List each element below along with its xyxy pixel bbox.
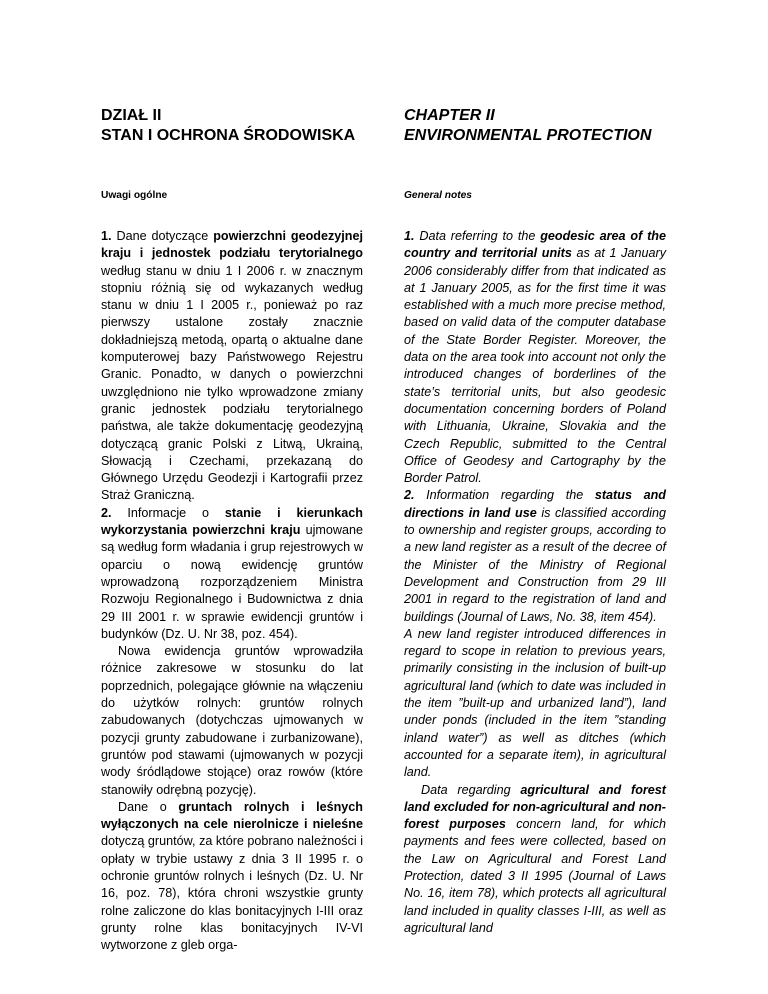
chapter-heading-en: [404, 106, 666, 146]
paragraph-3-en: A new land register introduced differences in regard to scope in relation to previous years, primarily consisting in the inclusion of built-up agricultural land (which to date was included in the item ”built-up and urbanized land”), land under ponds (included in the item ”standing inland water”) as well as ditches (which accounted for a separate item), in agricultural land.: [404, 626, 666, 780]
bold-term: stanie i kierunkach wykorzystania powierzchni kraju: [101, 505, 363, 538]
paragraph-3-pl: Nowa ewidencja gruntów wprowadziła różnice zakresowe w stosunku do lat poprzednich, polegające głównie na włączeniu do użytków rolnych: gruntów rolnych zabudowanych (dotychczas ujmowanych w pozycji grunty zabudowane i zurbanizowane), gruntów pod stawami (ujmowanych w pozycji wody śródlądowe stojące) oraz rowów (które stanowiły odrębną pozycję).: [101, 644, 363, 797]
bold-term: agricultural and forest land excluded for non-agricultural and non-forest purposes: [404, 782, 666, 832]
chapter-heading-pl: [101, 106, 363, 146]
chapter-title-en: ENVIRONMENTAL PROTECTION: [404, 127, 652, 144]
body-text-en: [404, 228, 666, 937]
text-span: Dane o: [118, 799, 179, 814]
paragraph-1-en: [404, 228, 666, 487]
chapter-title-pl: STAN I OCHRONA ŚRODOWISKA: [101, 127, 356, 144]
paragraph-number: 1.: [101, 229, 112, 243]
bold-term: geodesic area of the country and territorial units: [404, 229, 666, 261]
bold-term: status and directions in land use: [404, 488, 666, 520]
text-span: Dane dotyczące: [111, 229, 214, 243]
text-span: Information regarding the: [414, 488, 595, 503]
text-span: dotyczą gruntów, za które pobrano należności i opłaty w trybie ustawy z dnia 3 II 1995 r. o ochronie gruntów rolnych i leśnych (Dz. U. Nr 16, poz. 78), która chroni wszystkie grunty rolne zaliczone do klas bonitacyjnych I-III oraz grunty rolne klas bonitacyjnych IV-VI wytworzone z gleb orga-: [101, 834, 363, 953]
paragraph-1-pl: [101, 228, 363, 505]
text-span: według stanu w dniu 1 I 2006 r. w znacznym stopniu różnią się od wykazanych według stanu w dniu 1 I 2005 r., ponieważ po raz pierwszy ustalone zostały znacznie dokładniejszą metodą, opartą o aktualne dane komputerowej bazy Państwowego Rejestru Granic. Ponadto, w danych o powierzchni uwzględniono nie tylko wprowadzone zmiany granic jednostek podziału terytorialnego państwa, ale także dokumentację geodezyjną dotyczącą granic Polski z Litwą, Ukrainą, Słowacją i Czechami, przekazaną do Głównego Urzędu Geodezji i Kartografii przez Straż Graniczną.: [101, 263, 363, 503]
bold-term: gruntach rolnych i leśnych wyłączonych na cele nierolnicze i nieleśne: [101, 799, 363, 832]
paragraph-number: 1.: [404, 229, 415, 243]
text-span: ujmowane są według form władania i grup rejestrowych w oparciu o nową ewidencję gruntów wprowadzoną rozporządzeniem Ministra Rozwoju Regionalnego i Budownictwa z dnia 29 III 2001 r. w sprawie ewidencji gruntów i budynków (Dz. U. Nr 38, poz. 454).: [101, 523, 364, 641]
bold-term: powierzchni geodezyjnej kraju i jednostek podziału terytorialnego: [101, 229, 363, 261]
text-span: as at 1 January 2006 considerably differ from that indicated as at 1 January 2005, as for the first time it was established with a much more precise method, based on valid data of the computer database of the State Border Register. Moreover, the data on the area took into account not only the introduced changes of borderlines of the state’s territorial units, but also geodesic documentation concerning borders of Poland with Lithuania, Ukraine, Slovakia and the Czech Republic, submitted to the Central Office of Geodesy and Cartography by the Border Patrol.: [404, 246, 666, 486]
text-span: Data regarding: [421, 782, 521, 797]
paragraph-number: 2.: [101, 505, 112, 520]
text-span: concern land, for which payments and fees were collected, based on the Law on Agricultural and Forest Land Protection, dated 3 II 1995 (Journal of Laws No. 16, item 78), which protects all agricultural land included in quality classes I-III, as well as agricultural land: [404, 817, 666, 935]
chapter-number-pl: DZIAŁ II: [101, 107, 162, 124]
paragraph-2-pl: [101, 505, 363, 643]
paragraph-2-en: [404, 487, 666, 625]
left-column: [101, 106, 363, 954]
text-span: is classified according to ownership and register groups, according to a new land register as a result of the decree of the Minister of the Ministry of Regional Development and Construction from 29 III 2001 in regard to the registration of land and buildings (Journal of Laws, No. 38, item 454).: [404, 505, 666, 624]
notes-title-en: General notes: [404, 190, 472, 201]
text-span: Data referring to the: [414, 229, 541, 243]
paragraph-number: 2.: [404, 488, 415, 503]
paragraph-4-en: [404, 782, 666, 938]
paragraph-4-pl: [101, 799, 363, 955]
right-column: [404, 106, 666, 937]
chapter-number-en: CHAPTER II: [404, 107, 495, 124]
notes-title-pl: Uwagi ogólne: [101, 190, 168, 201]
body-text-pl: [101, 228, 363, 954]
text-span: Informacje o: [111, 505, 225, 520]
